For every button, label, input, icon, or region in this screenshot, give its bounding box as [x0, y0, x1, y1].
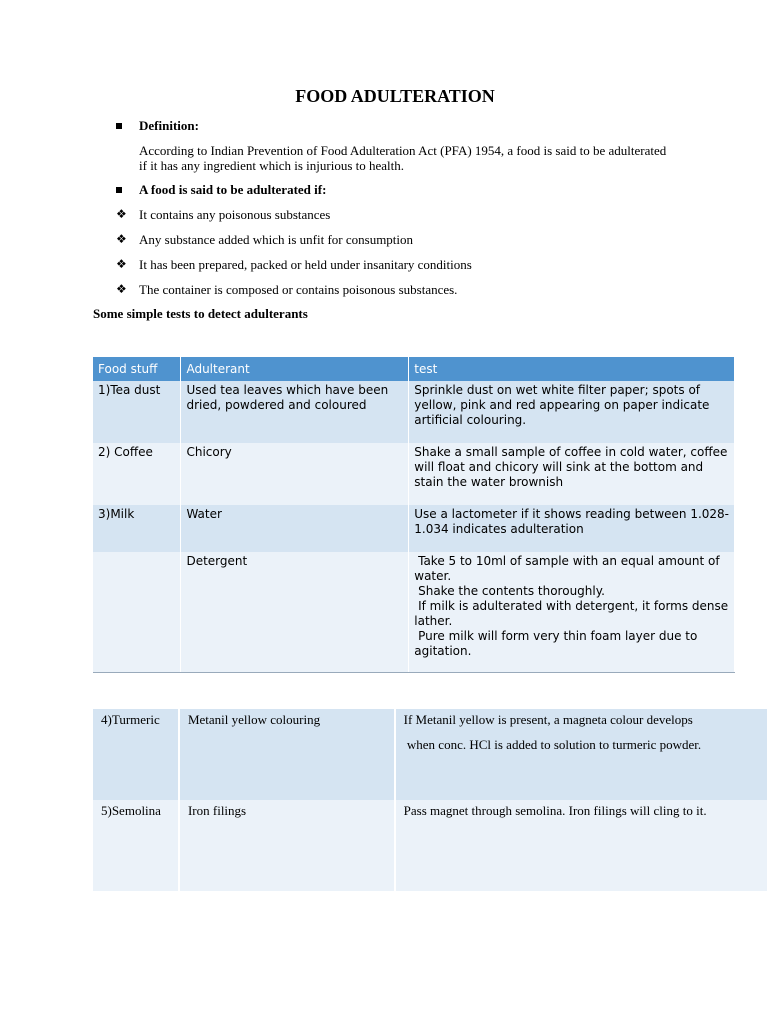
- table-row: [93, 552, 735, 672]
- test-line: when conc. HCl is added to solution to turmeric powder.: [403, 737, 702, 752]
- page-title: FOOD ADULTERATION: [295, 86, 495, 106]
- diamond-bullet-icon: ❖: [116, 232, 127, 246]
- column-header-test: test: [409, 357, 735, 381]
- table-row: [93, 800, 768, 891]
- definition-line-2: if it has any ingredient which is injurious to health.: [139, 158, 405, 173]
- test-step: Shake the contents thoroughly.: [414, 584, 605, 598]
- condition-item: It contains any poisonous substances: [139, 207, 331, 222]
- table-row: [93, 709, 768, 800]
- adulterant-cell: Used tea leaves which have been dried, powdered and coloured: [181, 381, 409, 443]
- diamond-bullet-icon: ❖: [116, 282, 127, 296]
- food-cell: 2) Coffee: [93, 443, 181, 505]
- adulterant-cell: Metanil yellow colouring: [179, 709, 395, 800]
- tests-heading: Some simple tests to detect adulterants: [93, 306, 308, 321]
- adulterated-heading: A food is said to be adulterated if:: [139, 182, 327, 197]
- table-header-row: [93, 357, 735, 381]
- adulterant-tests-table: [93, 357, 735, 673]
- table-row: [93, 443, 735, 505]
- food-cell: [93, 552, 181, 672]
- adulterant-cell: Detergent: [181, 552, 409, 672]
- diamond-bullet-icon: ❖: [116, 257, 127, 271]
- condition-item: It has been prepared, packed or held under insanitary conditions: [139, 257, 472, 272]
- adulterant-cell: Water: [181, 505, 409, 552]
- column-header-adulterant: Adulterant: [181, 357, 409, 381]
- test-cell: Sprinkle dust on wet white filter paper; spots of yellow, pink and red appearing on paper indicate artificial colouring.: [409, 381, 735, 443]
- test-cell: Shake a small sample of coffee in cold water, coffee will float and chicory will sink at the bottom and stain the water brownish: [409, 443, 735, 505]
- test-cell: Pass magnet through semolina. Iron filings will cling to it.: [395, 800, 768, 891]
- condition-item: Any substance added which is unfit for consumption: [139, 232, 414, 247]
- test-step: If milk is adulterated with detergent, it forms dense lather.: [414, 599, 732, 628]
- adulterant-cell: Iron filings: [179, 800, 395, 891]
- square-bullet-icon: [116, 184, 122, 196]
- test-step: Take 5 to 10ml of sample with an equal amount of water.: [414, 554, 724, 583]
- square-bullet-icon: [116, 120, 122, 132]
- food-cell: 3)Milk: [93, 505, 181, 552]
- table-row: [93, 505, 735, 552]
- column-header-food-stuff: Food stuff: [93, 357, 181, 381]
- definition-heading: Definition:: [139, 118, 199, 133]
- condition-item: The container is composed or contains poisonous substances.: [139, 282, 458, 297]
- test-cell: Use a lactometer if it shows reading between 1.028-1.034 indicates adulteration: [409, 505, 735, 552]
- test-line: If Metanil yellow is present, a magneta colour develops: [403, 712, 693, 727]
- diamond-bullet-icon: ❖: [116, 207, 127, 221]
- test-cell: [395, 709, 768, 800]
- food-cell: 4)Turmeric: [93, 709, 179, 800]
- definition-line-1: According to Indian Prevention of Food Adulteration Act (PFA) 1954, a food is said to be adulterated: [139, 143, 667, 158]
- table-row: [93, 381, 735, 443]
- food-cell: 5)Semolina: [93, 800, 179, 891]
- adulterant-tests-table-continued: [93, 709, 768, 891]
- food-cell: 1)Tea dust: [93, 381, 181, 443]
- adulterant-cell: Chicory: [181, 443, 409, 505]
- test-cell: [409, 552, 735, 672]
- test-step: Pure milk will form very thin foam layer due to agitation.: [414, 629, 702, 658]
